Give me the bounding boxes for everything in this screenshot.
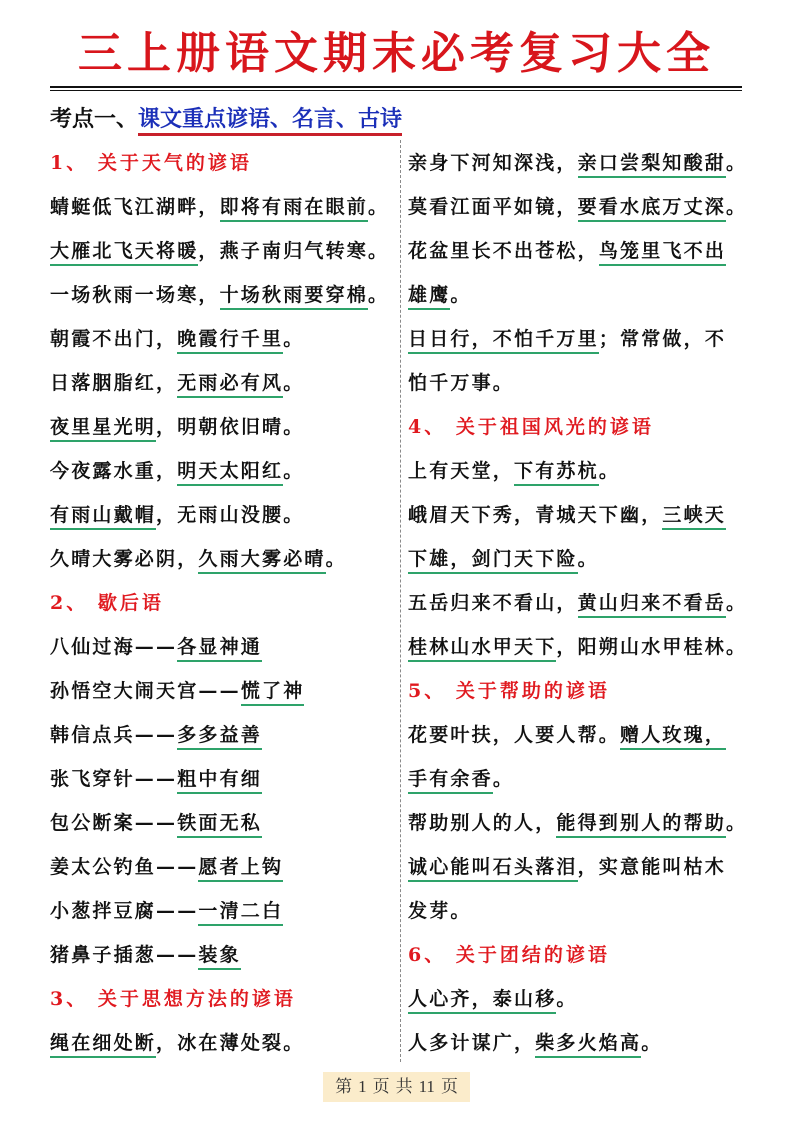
underlined-text: 装象 xyxy=(198,944,240,970)
line-text: 朝霞不出门， xyxy=(50,328,178,350)
line-text: 一场秋雨一场寒， xyxy=(50,284,220,306)
underlined-text: 亲口尝梨知酸甜 xyxy=(578,152,726,178)
left-column xyxy=(50,141,400,1065)
proverb-line xyxy=(408,273,758,317)
underlined-text: 要看水底万丈深 xyxy=(578,196,726,222)
proverb-line xyxy=(408,537,758,581)
underlined-text: 即将有雨在眼前 xyxy=(220,196,368,222)
proverb-line xyxy=(408,977,758,1021)
proverb-line xyxy=(50,185,400,229)
line-text: 4、 关于祖国风光的谚语 xyxy=(408,416,654,438)
page-label-gong: 共 xyxy=(395,1077,413,1096)
proverb-line xyxy=(50,933,400,977)
line-text: 人多计谋广， xyxy=(408,1032,536,1054)
line-text: ，无雨山没腰。 xyxy=(156,504,305,526)
underlined-text: 下雄，剑门天下险 xyxy=(408,548,578,574)
underlined-text: 晚霞行千里 xyxy=(177,328,283,354)
proverb-line xyxy=(408,889,758,933)
line-text: ，明朝依旧晴。 xyxy=(156,416,305,438)
underlined-text: 下有苏杭 xyxy=(514,460,599,486)
line-text: 上有天堂， xyxy=(408,460,515,482)
section-header xyxy=(50,101,402,137)
underlined-text: 铁面无私 xyxy=(177,812,262,838)
section-topic: 课文重点谚语、名言、古诗 xyxy=(138,106,402,136)
proverb-line xyxy=(50,845,400,889)
proverb-line xyxy=(408,801,758,845)
underlined-text: 柴多火焰高 xyxy=(535,1032,641,1058)
underlined-text: 能得到别人的帮助 xyxy=(556,812,726,838)
line-text: 6、 关于团结的谚语 xyxy=(408,944,610,966)
subsection-heading xyxy=(408,933,758,977)
line-text: 。 xyxy=(641,1032,663,1054)
proverb-line xyxy=(50,317,400,361)
line-text: 猪鼻子插葱—— xyxy=(50,944,199,966)
line-text: 帮助别人的人， xyxy=(408,812,557,834)
line-text: 日落胭脂红， xyxy=(50,372,178,394)
underlined-text: 十场秋雨要穿棉 xyxy=(220,284,368,310)
underlined-text: 诚心能叫石头落泪 xyxy=(408,856,578,882)
title-divider-top xyxy=(50,86,742,88)
underlined-text: 多多益善 xyxy=(177,724,262,750)
underlined-text: 人心齐，泰山移 xyxy=(408,988,556,1014)
column-divider xyxy=(400,140,401,1062)
line-text: 。 xyxy=(577,548,599,570)
page-label-di: 第 xyxy=(335,1077,353,1096)
line-text: 。 xyxy=(726,812,748,834)
line-text: ，实意能叫枯木 xyxy=(577,856,727,878)
line-text: 。 xyxy=(368,196,390,218)
line-text: 莫看江面平如镜， xyxy=(408,196,578,218)
section-prefix: 考点一、 xyxy=(50,106,139,132)
line-text: 今夜露水重， xyxy=(50,460,178,482)
underlined-text: 三峡天 xyxy=(662,504,726,530)
subsection-heading xyxy=(50,977,400,1021)
document-title: 三上册语文期末必考复习大全 xyxy=(78,28,715,79)
proverb-line xyxy=(408,493,758,537)
underlined-text: 久雨大雾必晴 xyxy=(198,548,325,574)
proverb-line xyxy=(50,757,400,801)
proverb-line xyxy=(408,757,758,801)
proverb-line xyxy=(408,625,758,669)
line-text: 。 xyxy=(598,460,621,482)
proverb-line xyxy=(50,801,400,845)
line-text: 八仙过海—— xyxy=(50,636,178,658)
title-divider-bottom xyxy=(50,90,742,91)
underlined-text: 鸟笼里飞不出 xyxy=(599,240,726,266)
proverb-line xyxy=(408,449,758,493)
line-text: 花盆里长不出苍松， xyxy=(408,240,599,262)
subsection-heading xyxy=(50,581,400,625)
proverb-line xyxy=(408,229,758,273)
line-text: 韩信点兵—— xyxy=(50,724,178,746)
underlined-text: 粗中有细 xyxy=(177,768,262,794)
line-text: 。 xyxy=(368,284,390,306)
line-text: 。 xyxy=(450,284,472,306)
line-text: 亲身下河知深浅， xyxy=(408,152,578,174)
line-text: 。 xyxy=(556,988,578,1010)
line-text: 蜻蜓低飞江湖畔， xyxy=(50,196,220,218)
underlined-text: 雄鹰 xyxy=(408,284,450,310)
line-text: 。 xyxy=(283,460,305,482)
line-text: 久晴大雾必阴， xyxy=(50,548,199,570)
right-column xyxy=(408,141,758,1065)
proverb-line xyxy=(408,185,758,229)
line-text: 。 xyxy=(325,548,347,570)
line-text: 。 xyxy=(492,768,515,790)
proverb-line xyxy=(50,1021,400,1065)
proverb-line xyxy=(408,361,758,405)
line-text: 。 xyxy=(283,372,305,394)
proverb-line xyxy=(408,581,758,625)
underlined-text: 无雨必有风 xyxy=(177,372,283,398)
proverb-line xyxy=(50,493,400,537)
line-text: 花要叶扶，人要人帮。 xyxy=(408,724,621,746)
proverb-line xyxy=(50,537,400,581)
underlined-text: 夜里星光明 xyxy=(50,416,156,442)
proverb-line xyxy=(408,845,758,889)
subsection-heading xyxy=(408,405,758,449)
line-text: 。 xyxy=(726,196,748,218)
proverb-line xyxy=(50,625,400,669)
underlined-text: 明天太阳红 xyxy=(177,460,283,486)
proverb-line xyxy=(408,1021,758,1065)
underlined-text: 大雁北飞天将暖 xyxy=(50,240,198,266)
underlined-text: 桂林山水甲天下 xyxy=(408,636,556,662)
proverb-line xyxy=(408,141,758,185)
page-label-ye-2: 页 xyxy=(440,1077,458,1096)
underlined-text: 愿者上钩 xyxy=(198,856,283,882)
line-text: 5、 关于帮助的谚语 xyxy=(408,680,610,702)
line-text: 张飞穿针—— xyxy=(50,768,178,790)
underlined-text: 赠人玫瑰， xyxy=(620,724,726,750)
proverb-line xyxy=(408,713,758,757)
line-text: 发芽。 xyxy=(408,900,472,922)
proverb-line xyxy=(408,317,758,361)
line-text: 孙悟空大闹天宫—— xyxy=(50,680,241,702)
proverb-line xyxy=(50,273,400,317)
line-text: ，阳朔山水甲桂林。 xyxy=(556,636,748,658)
proverb-line xyxy=(50,449,400,493)
line-text: 。 xyxy=(726,592,748,614)
line-text: 怕千万事。 xyxy=(408,372,515,394)
line-text: ，燕子南归气转寒。 xyxy=(198,240,390,262)
current-page: 1 xyxy=(358,1077,367,1096)
line-text: ，冰在薄处裂。 xyxy=(156,1032,305,1054)
subsection-heading xyxy=(50,141,400,185)
subsection-heading xyxy=(408,669,758,713)
line-text: 包公断案—— xyxy=(50,812,178,834)
line-text: 姜太公钓鱼—— xyxy=(50,856,199,878)
page-label-ye: 页 xyxy=(372,1077,390,1096)
line-text: 1、 关于天气的谚语 xyxy=(50,152,252,174)
line-text: 峨眉天下秀，青城天下幽， xyxy=(408,504,663,526)
underlined-text: 日日行，不怕千万里 xyxy=(408,328,599,354)
proverb-line xyxy=(50,361,400,405)
proverb-line xyxy=(50,713,400,757)
line-text: ；常常做，不 xyxy=(598,328,727,350)
line-text: 2、 歇后语 xyxy=(50,592,164,614)
line-text: 。 xyxy=(283,328,305,350)
line-text: 五岳归来不看山， xyxy=(408,592,578,614)
underlined-text: 一清二白 xyxy=(198,900,283,926)
line-text: 。 xyxy=(726,152,748,174)
line-text: 3、 关于思想方法的谚语 xyxy=(50,988,296,1010)
underlined-text: 慌了神 xyxy=(241,680,305,706)
underlined-text: 各显神通 xyxy=(177,636,262,662)
page-indicator xyxy=(323,1072,470,1102)
total-pages: 11 xyxy=(418,1077,435,1096)
proverb-line xyxy=(50,405,400,449)
underlined-text: 有雨山戴帽 xyxy=(50,504,156,530)
proverb-line xyxy=(50,229,400,273)
proverb-line xyxy=(50,669,400,713)
proverb-line xyxy=(50,889,400,933)
underlined-text: 绳在细处断 xyxy=(50,1032,156,1058)
line-text: 小葱拌豆腐—— xyxy=(50,900,199,922)
underlined-text: 黄山归来不看岳 xyxy=(578,592,726,618)
underlined-text: 手有余香 xyxy=(408,768,493,794)
